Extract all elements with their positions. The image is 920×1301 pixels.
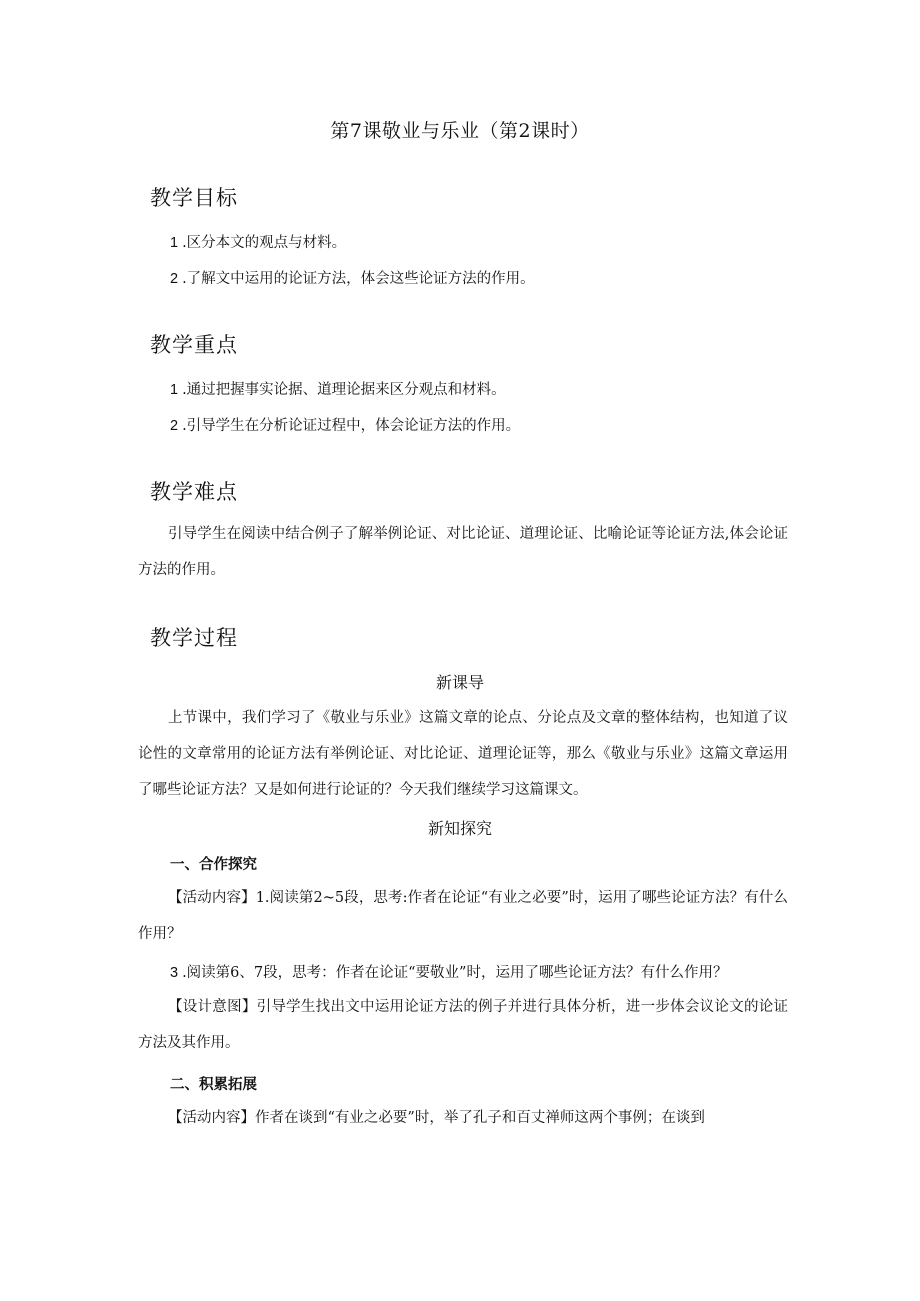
goals-heading: 教学目标	[150, 186, 238, 210]
keypoint-item-1	[170, 378, 506, 399]
keypoint-item-2-text: .引导学生在分析论证过程中，体会论证方法的作用。	[182, 418, 521, 434]
intro-heading: 新课导	[435, 673, 484, 692]
page-title: 第7课敬业与乐业（第2课时）	[330, 120, 590, 142]
goal-item-2-num: 2	[170, 271, 179, 287]
section1-activity: 【活动内容】1.阅读第2~5段，思考:作者在论证“有业之必要”时，运用了哪些论证方法？有什么作用？	[138, 890, 788, 942]
keypoint-item-2-num: 2	[170, 418, 179, 434]
keypoint-item-1-num: 1	[170, 382, 179, 398]
difficulties-heading: 教学难点	[150, 480, 238, 504]
process-heading: 教学过程	[150, 626, 238, 650]
section1-item-3-text: .阅读第6、7段，思考：作者在论证“要敬业”时，运用了哪些论证方法？有什么作用？	[182, 965, 728, 981]
goal-item-1	[170, 231, 346, 252]
keypoints-heading: 教学重点	[150, 333, 238, 357]
section1-item-3-num: 3	[170, 965, 179, 981]
section2-activity: 【活动内容】作者在谈到“有业之必要”时，举了孔子和百丈禅师这两个事例；在谈到	[168, 1110, 705, 1126]
intro-paragraph: 上节课中，我们学习了《敬业与乐业》这篇文章的论点、分论点及文章的整体结构，也知道了议论性的文章常用的论证方法有举例论证、对比论证、道理论证等，那么《敬业与乐业》这篇文章运用了哪些论证方法？又是如何进行论证的？今天我们继续学习这篇课文。	[138, 710, 788, 798]
section1-design: 【设计意图】引导学生找出文中运用论证方法的例子并进行具体分析，进一步体会议论文的论证方法及其作用。	[138, 999, 788, 1051]
keypoint-item-1-text: .通过把握事实论据、道理论据来区分观点和材料。	[182, 382, 506, 398]
keypoint-item-2	[170, 414, 520, 435]
section1-heading: 一、合作探究	[170, 857, 257, 873]
goal-item-2	[170, 267, 535, 288]
explore-heading: 新知探究	[427, 819, 492, 838]
goal-item-1-text: .区分本文的观点与材料。	[182, 235, 347, 251]
section1-item-3	[170, 961, 727, 982]
goal-item-2-text: .了解文中运用的论证方法，体会这些论证方法的作用。	[182, 271, 535, 287]
difficulties-paragraph: 引导学生在阅读中结合例子了解举例论证、对比论证、道理论证、比喻论证等论证方法,体会论证方法的作用。	[138, 526, 788, 578]
section2-heading: 二、积累拓展	[170, 1077, 257, 1093]
goal-item-1-num: 1	[170, 235, 179, 251]
